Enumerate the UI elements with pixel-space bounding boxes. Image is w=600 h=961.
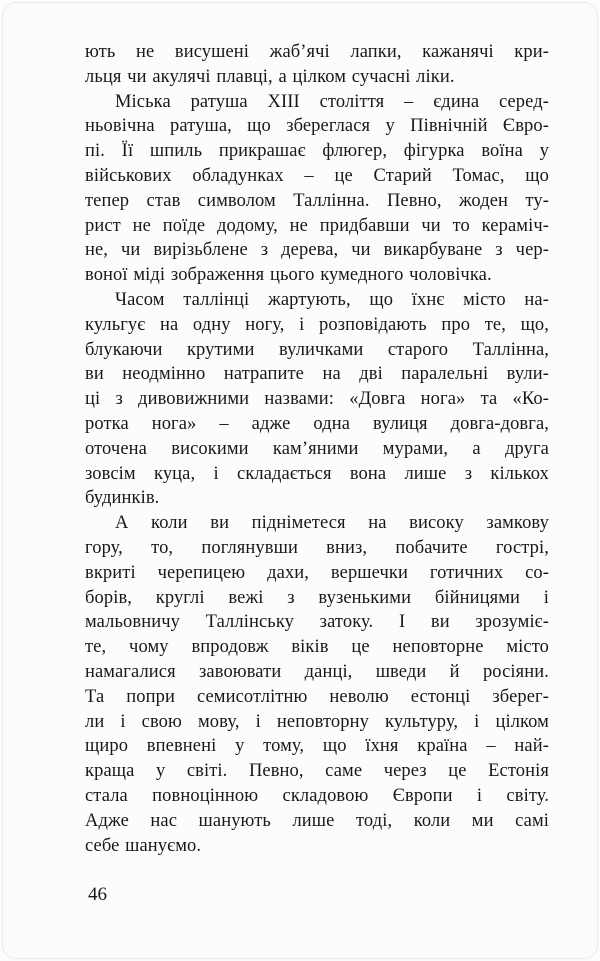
text-line: кульгує на одну ногу, і розповідають про те, що, [85,314,549,335]
text-line: військових обладунках – це Старий Томас, що [85,165,549,186]
text-line: мальовничу Таллінську затоку. І ви зрозуміє- [85,612,549,633]
text-line: Часом таллінці жартують, що їхнє місто на- [115,289,549,310]
page-number: 46 [88,884,107,905]
text-line: зовсім куца, і складається вона лише з кількох [85,463,549,484]
text-line: Адже нас шанують лише тоді, коли ми самі [85,810,549,831]
text-line: тепер став символом Таллінна. Певно, жоден ту- [85,190,549,211]
text-line: стала повноцінною складовою Європи і світу. [85,785,549,806]
text-line: блукаючи крутими вуличками старого Таллінна, [85,339,549,360]
text-line: ротка нога» – адже одна вулиця довга-довга, [85,413,549,434]
text-line: ньовічна ратуша, що збереглася у Північній Євро- [85,116,549,137]
text-line: рист не поїде додому, не придбавши чи то кераміч- [85,215,549,236]
text-line: Міська ратуша XIII століття – єдина серед- [115,91,549,112]
text-line: пі. Її шпиль прикрашає флюгер, фігурка воїна у [85,141,549,162]
text-line: льця чи акулячі плавці, а цілком сучасні ліки. [85,66,455,87]
text-line: щиро впевнені у тому, що їхня країна – най- [85,736,549,757]
text-line: себе шануємо. [85,835,202,856]
text-line: ці з дивовижними назвами: «Довга нога» та «Ко- [85,389,549,410]
text-line: воної міді зображення цього кумедного чоловічка. [85,265,492,286]
text-line: ють не висушені жаб’ячі лапки, кажанячі кри- [85,42,549,62]
text-line: ли і свою мову, і неповторну культуру, і цілком [85,711,549,732]
text-line: А коли ви підніметеся на високу замкову [115,513,549,534]
body-text [85,40,549,858]
text-line: гору, то, поглянувши вниз, побачите гострі, [85,537,549,558]
text-line: не, чи вирізьблене з дерева, чи викарбуване з чер- [85,240,549,261]
text-line: борів, круглі вежі з вузенькими бійницями і [85,587,549,608]
text-line: те, чому впродовж віків це неповторне місто [85,637,549,658]
text-line: вкриті черепицею дахи, вершечки готичних со- [85,562,549,583]
text-line: оточена високими кам’яними мурами, а друга [85,438,549,459]
text-line: ви неодмінно натрапите на дві паралельні вули- [85,364,549,385]
text-line: будинків. [85,488,160,509]
text-line: краща у світі. Певно, саме через це Естонія [85,761,549,782]
text-line: Та попри семисотлітню неволю естонці зберег- [85,686,549,707]
text-line: намагалися завоювати данці, шведи й росіяни. [85,661,549,682]
